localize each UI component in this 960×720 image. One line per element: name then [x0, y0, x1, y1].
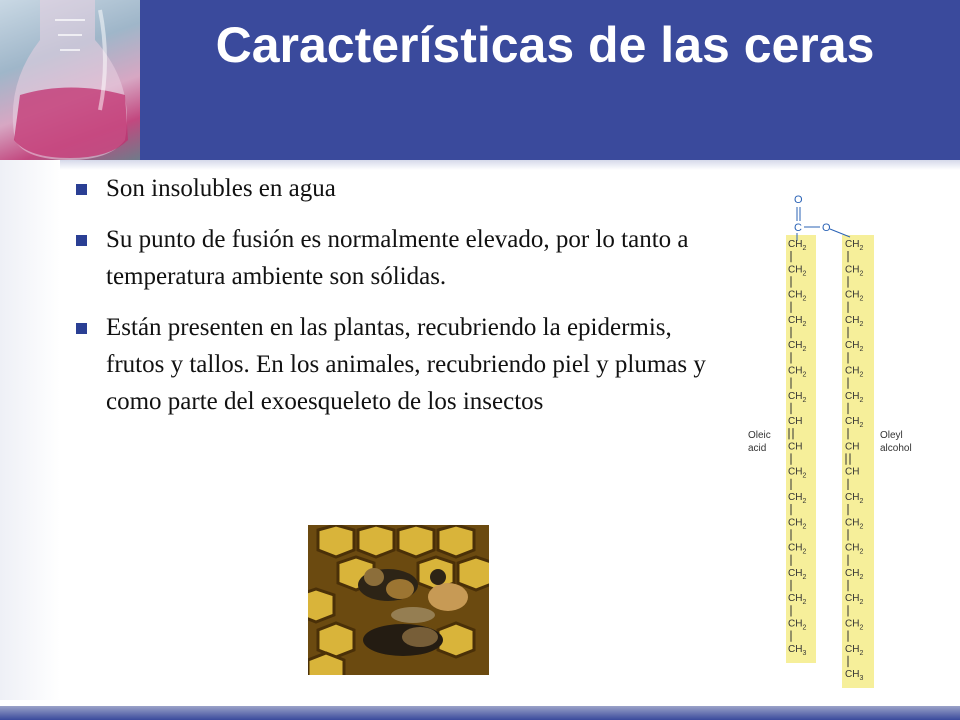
left-chain-group-2: $CH_2$: [788, 289, 807, 303]
bullet-item: [70, 221, 710, 295]
right-chain-group-6: $CH_2$: [845, 390, 864, 404]
left-chain-group-8: CH: [788, 441, 803, 453]
right-chain-group-17: $CH_3$: [845, 669, 864, 683]
right-chain-group-5: $CH_2$: [845, 365, 864, 379]
right-chain-group-14: $CH_2$: [845, 593, 864, 607]
right-chain-group-1: $CH_2$: [845, 264, 864, 278]
left-chain-group-10: $CH_2$: [788, 492, 807, 505]
oleyl-alcohol-label-line1: Oleyl: [880, 430, 903, 441]
left-chain-group-7: CH: [788, 416, 803, 428]
wax-structure-diagram: [740, 185, 940, 695]
left-chain-group-13: $CH_2$: [788, 567, 807, 581]
right-chain-group-3: $CH_2$: [845, 314, 864, 328]
left-chain-group-12: $CH_2$: [788, 542, 807, 556]
right-chain-group-12: $CH_2$: [845, 542, 864, 556]
bullet-text: Están presenten en las plantas, recubriendo la epidermis, frutos y tallos. En los animales, recubriendo piel y plumas y como parte del exoesqueleto de los insectos: [106, 314, 706, 415]
square-bullet-icon: [76, 235, 87, 246]
bullet-item: [70, 309, 710, 420]
right-chain-group-4: $CH_2$: [845, 340, 864, 354]
left-chain-group-6: $CH_2$: [788, 390, 807, 404]
left-chain-group-14: $CH_2$: [788, 593, 807, 607]
left-chain-group-1: $CH_2$: [788, 264, 807, 278]
left-chain-group-16: $CH_3$: [788, 643, 807, 657]
left-chain-group-9: $CH_2$: [788, 466, 807, 480]
right-chain-group-13: $CH_2$: [845, 567, 864, 581]
right-chain-group-8: CH: [845, 441, 860, 453]
ester-carbon: C: [794, 222, 802, 234]
ester-oxygen: O: [822, 222, 831, 234]
bullet-text: Su punto de fusión es normalmente elevado, por lo tanto a temperatura ambiente son sólidas.: [106, 226, 689, 290]
right-chain-group-15: $CH_2$: [845, 618, 864, 632]
oleyl-alcohol-label-line2: alcohol: [880, 443, 912, 454]
header-shadow: [0, 160, 960, 170]
right-chain-group-16: $CH_2$: [845, 643, 864, 657]
oleic-acid-label-line1: Oleic: [748, 430, 771, 441]
bullet-text: Son insolubles en agua: [106, 175, 336, 202]
right-chain-group-0: $CH_2$: [845, 239, 864, 252]
right-chain-group-10: $CH_2$: [845, 492, 864, 505]
left-chain-group-5: $CH_2$: [788, 365, 807, 379]
bees-photo: [308, 525, 489, 675]
right-chain-group-7: $CH_2$: [845, 416, 864, 430]
ester-carbonyl-oxygen: O: [794, 194, 803, 206]
left-chain-group-0: $CH_2$: [788, 239, 807, 252]
square-bullet-icon: [76, 184, 87, 195]
right-chain-group-11: $CH_2$: [845, 517, 864, 531]
right-chain-group-9: CH: [845, 466, 860, 478]
bullet-item: [70, 170, 710, 207]
left-chain-group-15: $CH_2$: [788, 618, 807, 632]
slide-title: Características de las ceras: [215, 17, 875, 73]
bullet-list: [70, 170, 710, 434]
left-chain-group-11: $CH_2$: [788, 517, 807, 531]
square-bullet-icon: [76, 323, 87, 334]
footer-bar: [0, 706, 960, 720]
left-chain-group-4: $CH_2$: [788, 340, 807, 354]
left-margin-shade: [0, 160, 60, 700]
oleic-acid-label-line2: acid: [748, 443, 767, 454]
flask-photo: [0, 0, 140, 160]
title-bar: [0, 0, 960, 160]
left-chain-group-3: $CH_2$: [788, 314, 807, 328]
right-chain-group-2: $CH_2$: [845, 289, 864, 303]
